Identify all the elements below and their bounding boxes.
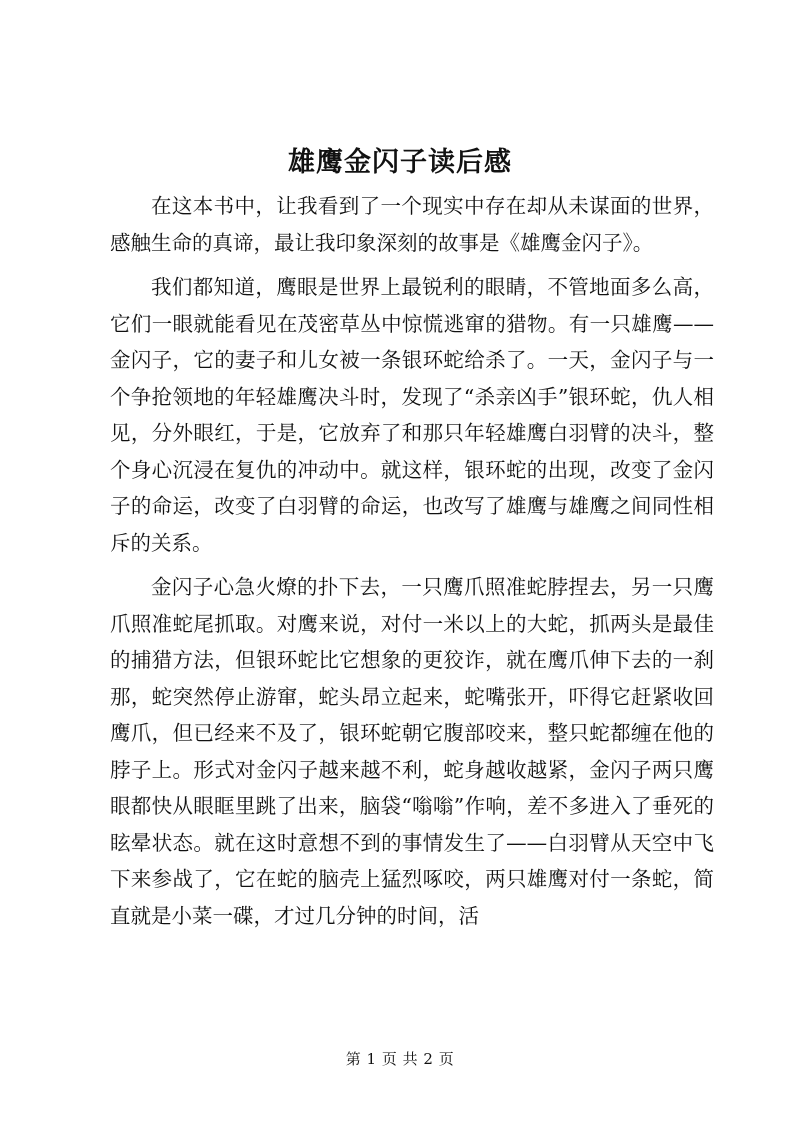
paragraph-1: 在这本书中，让我看到了一个现实中存在却从未谋面的世界，感触生命的真谛，最让我印象深刻的故事是《雄鹰金闪子》。 [110, 194, 714, 255]
paragraph-3: 金闪子心急火燎的扑下去，一只鹰爪照准蛇脖捏去，另一只鹰爪照准蛇尾抓取。对鹰来说，对付一米以上的大蛇，抓两头是最佳的捕猎方法，但银环蛇比它想象的更狡诈，就在鹰爪伸下去的一刹那，蛇突然停止游窜，蛇头昂立起来，蛇嘴张开，吓得它赶紧收回鹰爪，但已经来不及了，银环蛇朝它腹部咬来，整只蛇都缠在他的脖子上。形式对金闪子越来越不利，蛇身越收越紧，金闪子两只鹰眼都快从眼眶里跳了出来，脑袋“嗡嗡”作响，差不多进入了垂死的眩晕状态。就在这时意想不到的事情发生了——白羽臂从天空中飞下来参战了，它在蛇的脑壳上猛烈啄咬，两只雄鹰对付一条蛇，简直就是小菜一碟，才过几分钟的时间，活 [110, 575, 714, 928]
document-body [110, 188, 714, 934]
document-title: 雄鹰金闪子读后感 [288, 147, 512, 178]
page-number-footer: 第 1 页 共 2 页 [345, 1050, 455, 1068]
paragraph-2: 我们都知道，鹰眼是世界上最锐利的眼睛，不管地面多么高，它们一眼就能看见在茂密草丛中惊慌逃窜的猎物。有一只雄鹰——金闪子，它的妻子和儿女被一条银环蛇给杀了。一天，金闪子与一个争抢领地的年轻雄鹰决斗时，发现了“杀亲凶手”银环蛇，仇人相见，分外眼红，于是，它放弃了和那只年轻雄鹰白羽臂的决斗，整个身心沉浸在复仇的冲动中。就这样，银环蛇的出现，改变了金闪子的命运，改变了白羽臂的命运，也改写了雄鹰与雄鹰之间同性相斥的关系。 [110, 275, 714, 555]
